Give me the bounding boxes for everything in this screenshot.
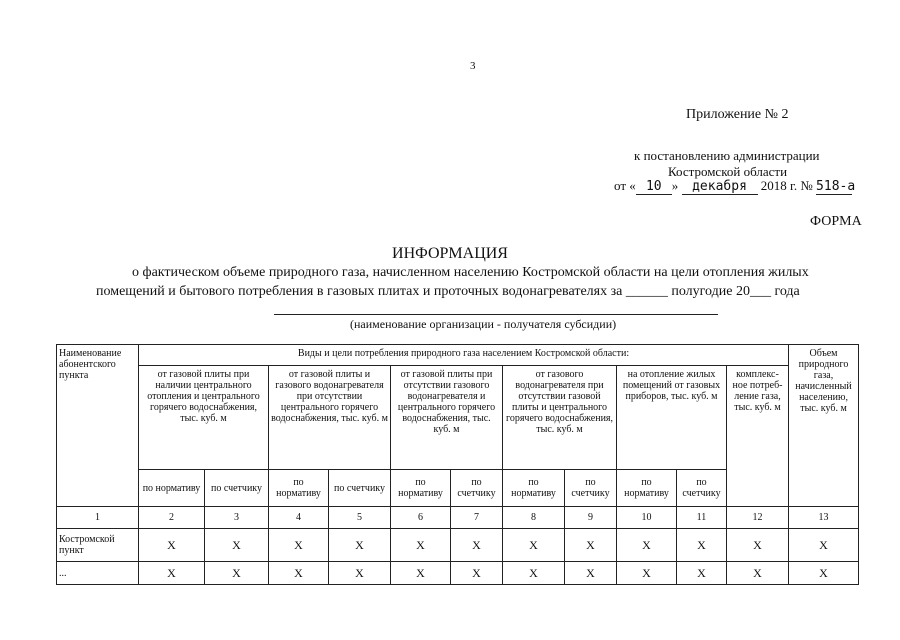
table-cell: Х <box>451 529 503 562</box>
table-cell: Х <box>451 562 503 585</box>
table-cell: Х <box>677 562 727 585</box>
decree-month-field: декабря <box>682 180 758 195</box>
table-cell: Х <box>391 529 451 562</box>
decree-from-prefix: от « <box>614 178 636 193</box>
table-cell: Х <box>329 529 391 562</box>
sub-header-norm: по нормативу <box>269 470 329 507</box>
column-number: 3 <box>205 507 269 529</box>
category-stove-and-heater: от газовой плиты и газового водонагревателя при отсутствии центрального горячего водоснабжения, тыс. куб. м <box>269 366 391 470</box>
sub-header-norm: по нормативу <box>503 470 565 507</box>
table-cell: Х <box>789 529 859 562</box>
decree-day-field: 10 <box>636 180 672 195</box>
table-cell: Х <box>139 529 205 562</box>
header-consumption-types: Виды и цели потребления природного газа населением Костромской области: <box>139 345 789 366</box>
category-stove-no-heater: от газовой плиты при отсутствии газового водонагревателя и центрального горячего водоснабжения, тыс. куб. м <box>391 366 503 470</box>
decree-quote-close: » <box>671 178 679 193</box>
sub-header-meter: по счетчику <box>451 470 503 507</box>
column-number: 4 <box>269 507 329 529</box>
table-cell: Х <box>727 562 789 585</box>
column-number: 11 <box>677 507 727 529</box>
sub-header-norm: по нормативу <box>617 470 677 507</box>
table-cell: Х <box>391 562 451 585</box>
category-space-heating: на отопление жилых помещений от газовых приборов, тыс. куб. м <box>617 366 727 470</box>
table-cell: Х <box>205 529 269 562</box>
table-cell: Х <box>727 529 789 562</box>
category-complex-consumption: комплекс-ное потреб-ление газа, тыс. куб. м <box>727 366 789 507</box>
category-stove-central-heating: от газовой плиты при наличии центрального отопления и центрального горячего водоснабжения, тыс. куб. м <box>139 366 269 470</box>
row-name: Костромской пункт <box>57 529 139 562</box>
header-total-volume: Объем природного газа, начисленный населению, тыс. куб. м <box>789 345 859 507</box>
decree-date-line <box>614 178 856 195</box>
info-line-2: помещений и бытового потребления в газовых плитах и проточных водонагревателях за ______ полугодие 20___ года <box>96 284 800 299</box>
header-subscriber-point: Наименование абонентского пункта <box>57 345 139 507</box>
column-number: 8 <box>503 507 565 529</box>
sub-header-meter: по счетчику <box>329 470 391 507</box>
column-number: 6 <box>391 507 451 529</box>
org-name-line <box>274 314 718 315</box>
column-number: 7 <box>451 507 503 529</box>
appendix-title: Приложение № 2 <box>686 107 789 122</box>
column-number: 1 <box>57 507 139 529</box>
table-cell: Х <box>565 562 617 585</box>
sub-header-meter: по счетчику <box>205 470 269 507</box>
table-cell: Х <box>565 529 617 562</box>
table-row <box>57 562 859 585</box>
category-heater-no-stove: от газового водонагревателя при отсутствии газовой плиты и центрального горячего водоснабжения, тыс. куб. м <box>503 366 617 470</box>
sub-header-norm: по нормативу <box>139 470 205 507</box>
table-cell: Х <box>503 562 565 585</box>
column-number: 10 <box>617 507 677 529</box>
decree-year-text: 2018 г. № <box>760 178 813 193</box>
column-number: 2 <box>139 507 205 529</box>
sub-header-meter: по счетчику <box>677 470 727 507</box>
sub-header-norm: по нормативу <box>391 470 451 507</box>
column-number: 9 <box>565 507 617 529</box>
table-cell: Х <box>205 562 269 585</box>
table-cell: Х <box>269 562 329 585</box>
decree-number-field: 518-а <box>816 179 856 194</box>
decree-line-1: к постановлению администрации <box>634 148 820 163</box>
org-name-caption: (наименование организации - получателя субсидии) <box>350 317 617 331</box>
sub-header-meter: по счетчику <box>565 470 617 507</box>
table-row <box>57 529 859 562</box>
table-cell: Х <box>503 529 565 562</box>
table-cell: Х <box>617 529 677 562</box>
page-number: 3 <box>470 60 476 72</box>
decree-line-2: Костромской области <box>668 164 788 179</box>
table-cell: Х <box>139 562 205 585</box>
row-name: ... <box>57 562 139 585</box>
table-cell: Х <box>617 562 677 585</box>
info-line-1: о фактическом объеме природного газа, начисленном населению Костромской области на цели отопления жилых <box>132 265 809 280</box>
gas-volume-table <box>56 344 859 585</box>
table-cell: Х <box>269 529 329 562</box>
info-title: ИНФОРМАЦИЯ <box>392 245 508 262</box>
column-number: 5 <box>329 507 391 529</box>
table-cell: Х <box>677 529 727 562</box>
form-label: ФОРМА <box>810 214 862 229</box>
column-number: 13 <box>789 507 859 529</box>
table-cell: Х <box>329 562 391 585</box>
table-cell: Х <box>789 562 859 585</box>
column-number: 12 <box>727 507 789 529</box>
